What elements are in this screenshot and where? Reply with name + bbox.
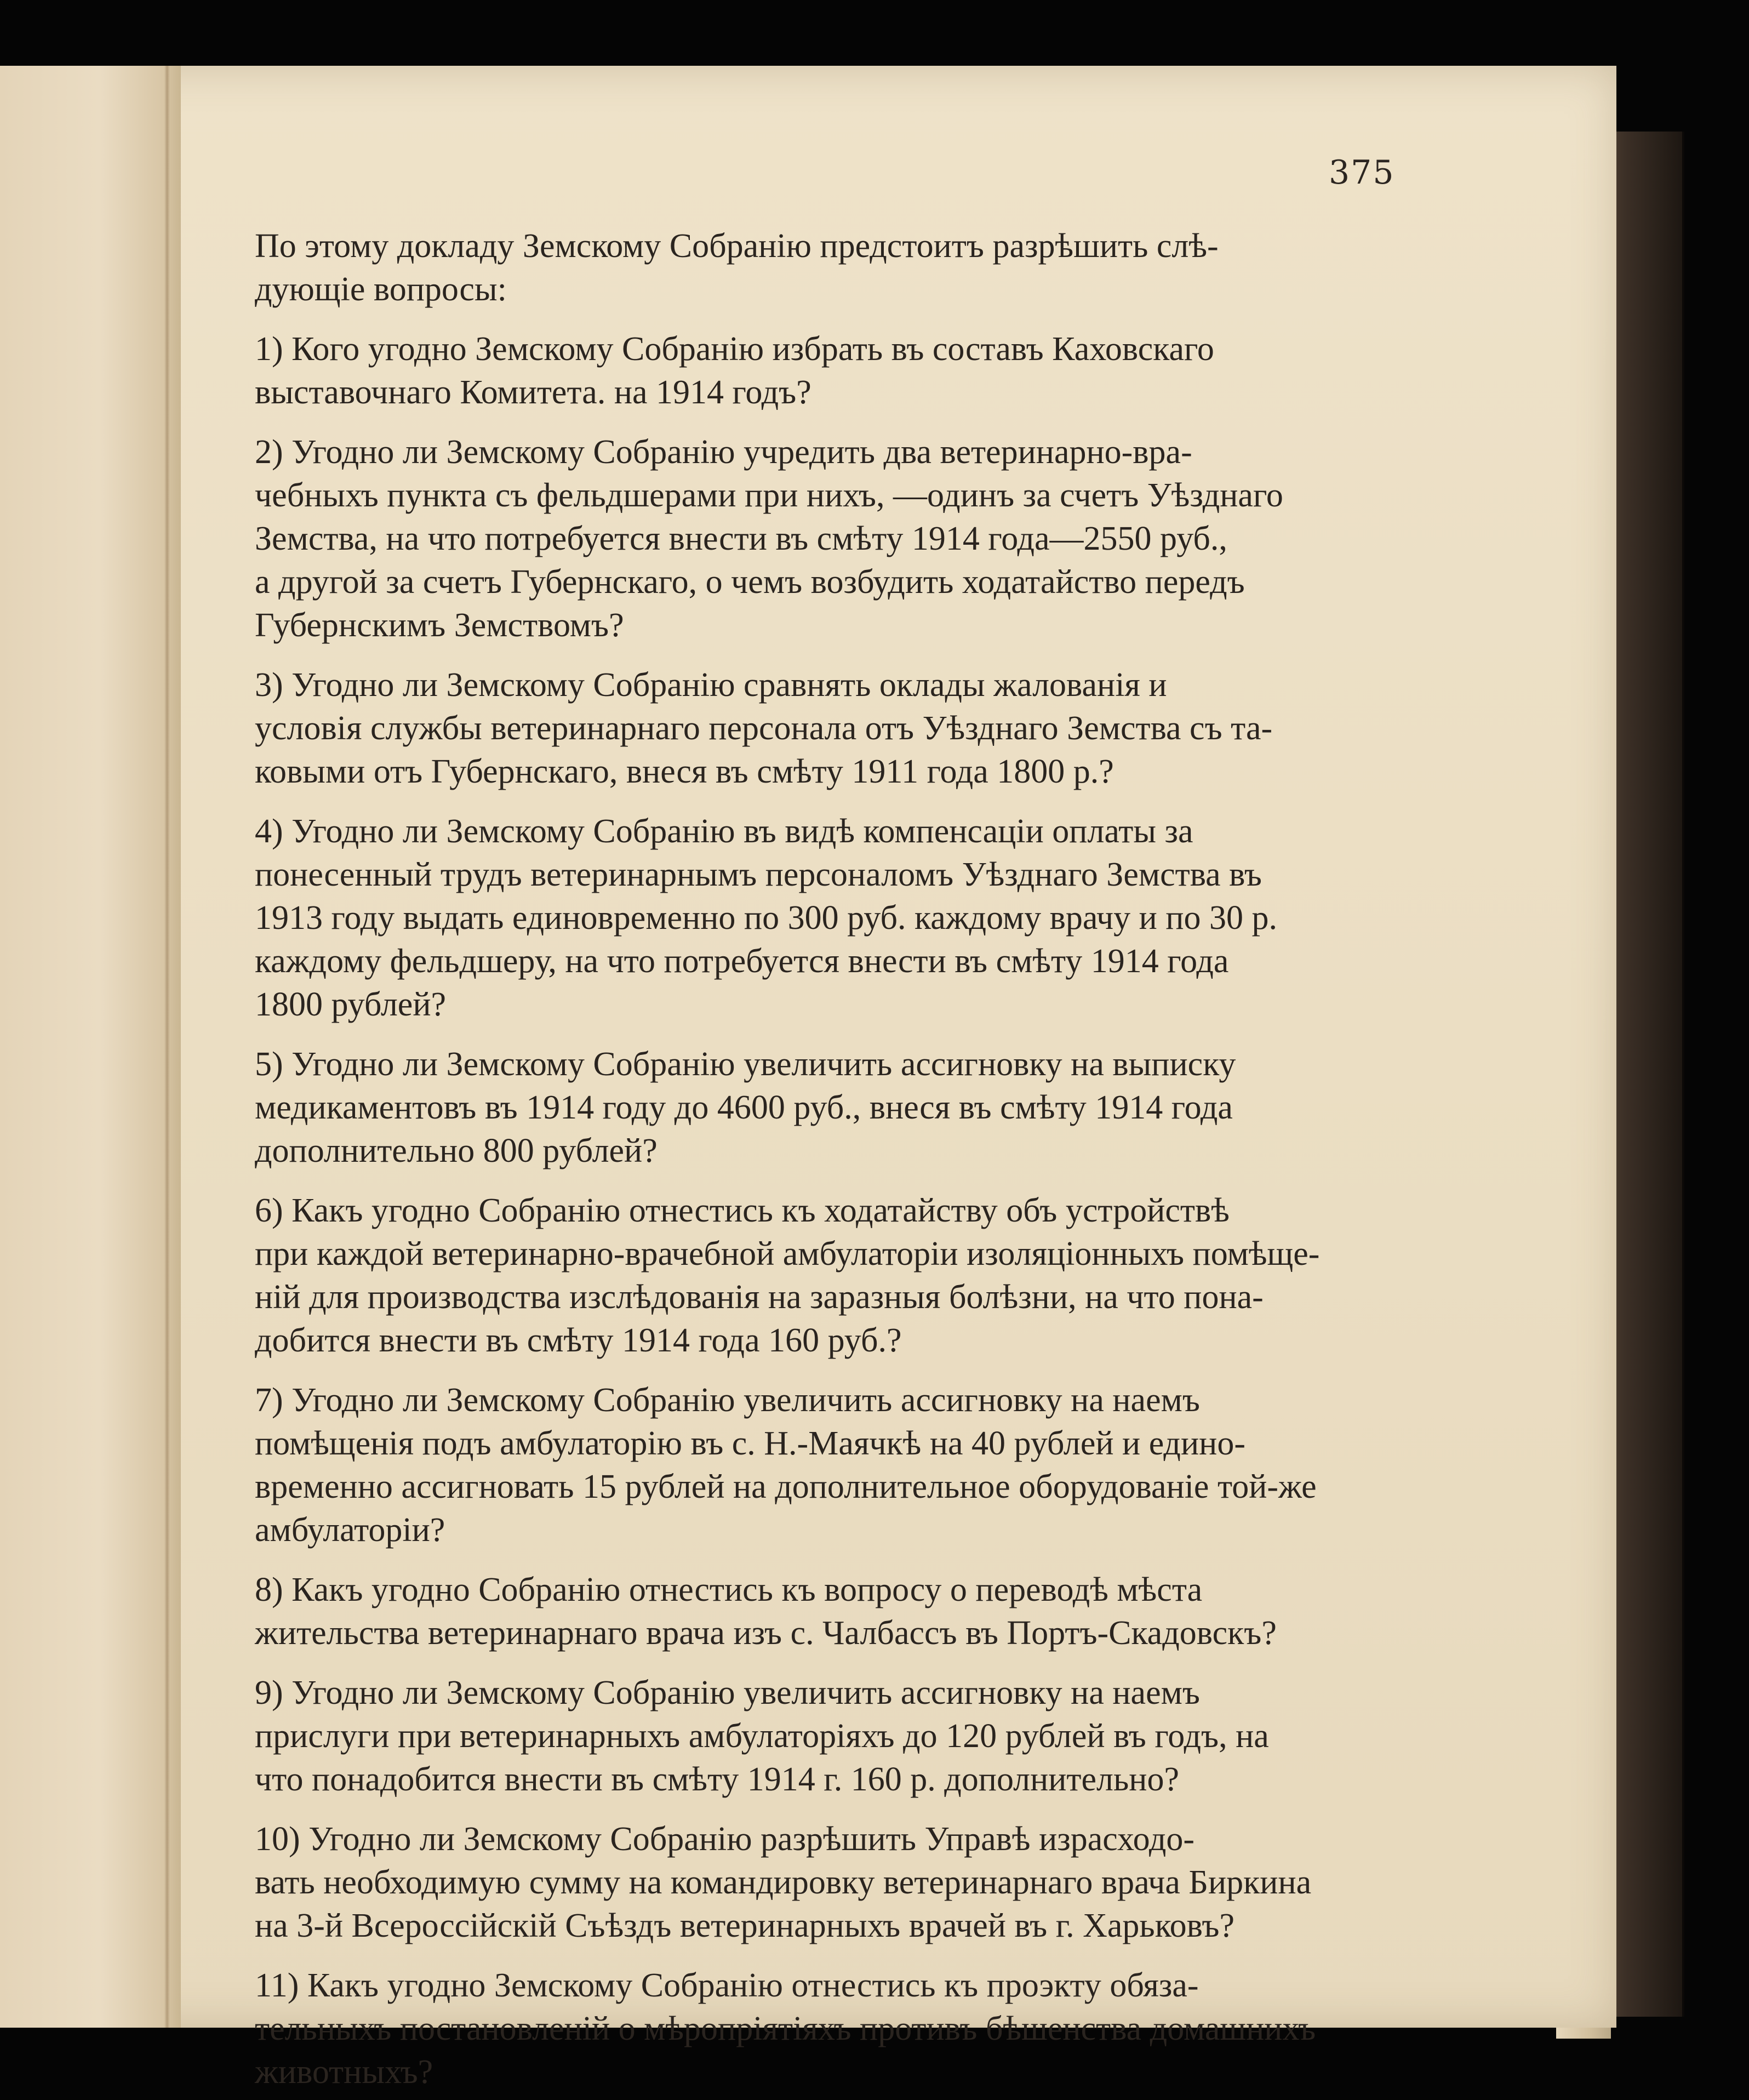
question-2: 2) Угодно ли Земскому Собранію учредить два ветеринарно-вра- чебныхъ пункта съ фельдшерами при нихъ, —одинъ за счетъ Уѣзднаго Земства, на что потребуется внести въ смѣту 1914 года—2550 руб., а другой за счетъ Губернскаго, о чемъ возбудить ходатайство передъ Губернскимъ Земствомъ? bbox=[255, 433, 1283, 644]
left-facing-leaf bbox=[0, 66, 181, 2028]
question-3: 3) Угодно ли Земскому Собранію сравнять оклады жалованія и условія службы ветеринарнаго персонала отъ Уѣзднаго Земства съ та- ковыми отъ Губернскаго, внеся въ смѣту 1911 года 1800 р.? bbox=[255, 666, 1273, 790]
question-5: 5) Угодно ли Земскому Собранію увеличить ассигновку на выписку медикаментовъ въ 1914 году до 4600 руб., внеся въ смѣту 1914 года дополнительно 800 рублей? bbox=[255, 1046, 1236, 1169]
binding-gutter bbox=[164, 66, 170, 2028]
intro-paragraph: По этому докладу Земскому Собранію предстоитъ разрѣшить слѣ- дующіе вопросы: bbox=[255, 227, 1219, 308]
question-1: 1) Кого угодно Земскому Собранію избрать въ составъ Каховскаго выставочнаго Комитета. на 1914 годъ? bbox=[255, 330, 1214, 411]
body-text bbox=[255, 225, 1427, 2100]
question-8: 8) Какъ угодно Собранію отнестись къ вопросу о переводѣ мѣста жительства ветеринарнаго врача изъ с. Чалбассъ въ Портъ-Скадовскъ? bbox=[255, 1571, 1277, 1652]
question-4: 4) Угодно ли Земскому Собранію въ видѣ компенсаціи оплаты за понесенный трудъ ветеринарнымъ персоналомъ Уѣзднаго Земства въ 1913 году выдать единовременно по 300 руб. каждому врачу и по 30 р. каждому фельдшеру, на что потребуется внести въ смѣту 1914 года 1800 рублей? bbox=[255, 813, 1277, 1023]
question-7: 7) Угодно ли Земскому Собранію увеличить ассигновку на наемъ помѣщенія подъ амбулаторію въ с. Н.-Маячкѣ на 40 рублей и едино- временно ассигновать 15 рублей на дополнительное оборудованіе той-же амбулаторіи? bbox=[255, 1382, 1317, 1549]
question-11: 11) Какъ угодно Земскому Собранію отнестись къ проэкту обяза- тельныхъ постановленій о мѣропріятіяхъ противъ бѣшенства домашнихъ животныхъ? bbox=[255, 1967, 1316, 2091]
question-9: 9) Угодно ли Земскому Собранію увеличить ассигновку на наемъ прислуги при ветеринарныхъ амбулаторіяхъ до 120 рублей въ годъ, на что понадобится внести въ смѣту 1914 г. 160 р. дополнительно? bbox=[255, 1674, 1269, 1798]
question-10: 10) Угодно ли Земскому Собранію разрѣшить Управѣ израсходо- вать необходимую сумму на командировку ветеринарнаго врача Биркина на 3-й Всероссійскій Съѣздъ ветеринарныхъ врачей въ г. Харьковъ? bbox=[255, 1821, 1312, 1944]
page-number: 375 bbox=[1329, 153, 1395, 192]
question-6: 6) Какъ угодно Собранію отнестись къ ходатайству объ устройствѣ при каждой ветеринарно-врачебной амбулаторіи изоляціонныхъ помѣще- ній для производства изслѣдованія на заразныя болѣзни, на что пона- добится внести въ смѣту 1914 года 160 руб.? bbox=[255, 1192, 1320, 1359]
book-page bbox=[0, 66, 1616, 2091]
